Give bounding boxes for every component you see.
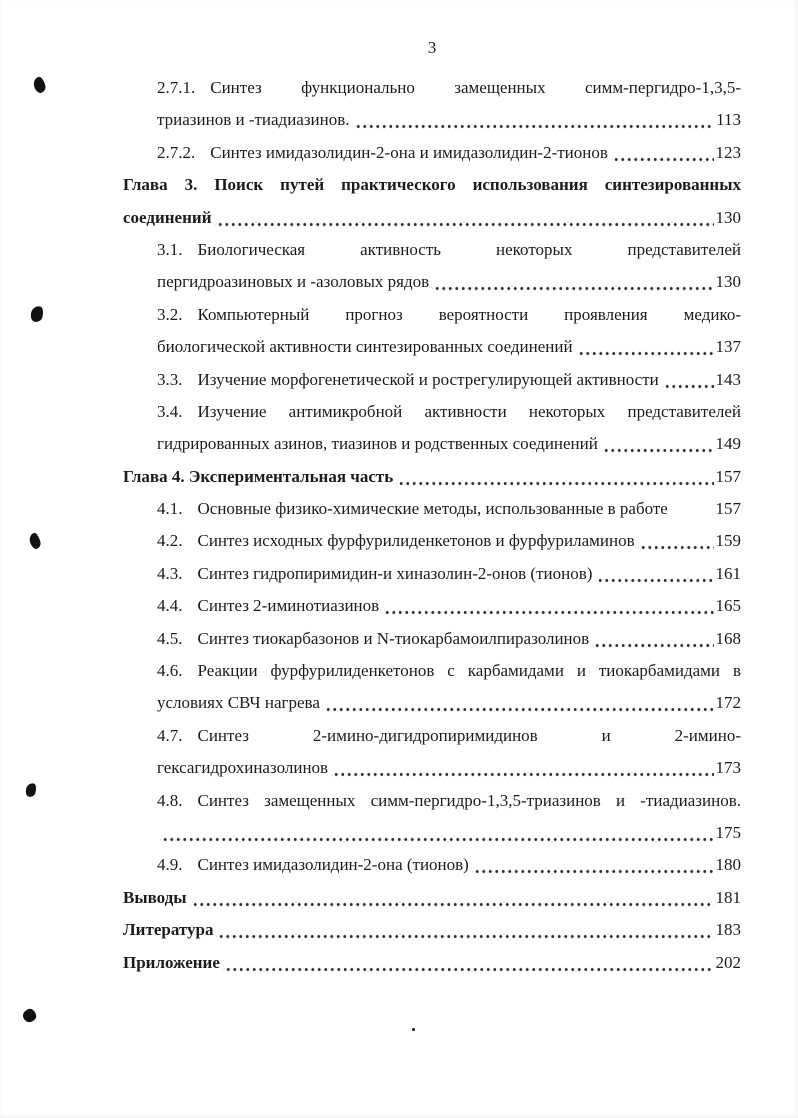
toc-entry-title: Основные физико-химические методы, использованные в работе [197, 499, 668, 519]
toc-entry [123, 623, 741, 655]
toc-entry-title: Синтез имидазолидин-2-она (тионов) [197, 855, 469, 875]
page-number: 143 [715, 369, 741, 389]
toc-entry-title: Глава 4. Экспериментальная часть [123, 466, 394, 486]
toc-line [157, 590, 741, 622]
toc-entry-title: Изучение морфогенетической и рострегулирующей активности [197, 369, 659, 389]
toc-line [157, 331, 741, 363]
page-number: 157 [715, 499, 741, 519]
ink-mark [22, 1008, 38, 1024]
toc-entry [123, 655, 741, 720]
toc-entry [123, 493, 741, 525]
toc-entry [123, 396, 741, 461]
toc-entry [123, 914, 741, 946]
toc-line [157, 364, 741, 396]
section-number: 3.2. [157, 304, 183, 324]
toc-line [157, 849, 741, 881]
toc-entry-title: Приложение [123, 952, 220, 972]
toc-entry-title: Синтез имидазолидин-2-она и имидазолидин-2-тионов [210, 142, 608, 162]
dot-leader [592, 623, 713, 655]
toc-entry-title: условиях СВЧ нагрева [157, 693, 320, 713]
section-number: 4.6. [157, 661, 183, 681]
toc-entry [123, 169, 741, 234]
toc-line [157, 266, 741, 298]
toc-entry-title: Синтез функционально замещенных симм-пергидро-1,3,5- [210, 78, 741, 97]
toc-entry-title: соединений [123, 207, 212, 227]
page-header-number: 3 [427, 38, 437, 57]
toc-line [157, 785, 741, 817]
section-number: 4.2. [157, 531, 183, 551]
page-number: 130 [715, 207, 741, 227]
toc-entry-title: Глава 3. Поиск путей практического использования синтезированных [123, 175, 741, 195]
section-number: 4.3. [157, 563, 183, 583]
toc-entry [123, 364, 741, 396]
section-number: 3.4. [157, 401, 183, 421]
page-number: 165 [715, 596, 741, 616]
dot-leader [662, 364, 714, 396]
toc-line [123, 947, 741, 979]
toc-entry-title: пергидроазиновых и -азоловых рядов [157, 272, 430, 292]
toc-entry-title: Синтез 2-имино-дигидропиримидинов и 2-имино- [197, 725, 741, 745]
dot-leader [160, 817, 714, 849]
dot-leader [190, 882, 714, 914]
page-number: 181 [715, 887, 741, 907]
section-number: 2.7.2. [157, 142, 196, 162]
toc-entry [123, 882, 741, 914]
toc-entry [123, 590, 741, 622]
toc-entry-title: Литература [123, 920, 214, 940]
page-number: 149 [715, 434, 741, 454]
dot-leader [331, 752, 713, 784]
dot-leader [576, 331, 714, 363]
toc-line [123, 914, 741, 946]
toc-entry [123, 849, 741, 881]
page-number: 175 [715, 822, 741, 842]
dot-leader [432, 266, 713, 298]
toc-line [157, 299, 741, 331]
page-number: 113 [716, 110, 741, 130]
dot-leader [216, 914, 713, 946]
dot-leader [611, 137, 714, 169]
dot-leader [601, 428, 714, 460]
section-number: 4.7. [157, 725, 183, 745]
toc-line [157, 493, 741, 525]
toc-line [157, 137, 741, 169]
page-number: 157 [715, 466, 741, 486]
ink-mark [28, 532, 42, 550]
dot-leader [638, 525, 714, 557]
dot-leader [223, 947, 714, 979]
section-number: 4.5. [157, 628, 183, 648]
toc-entry-title: Синтез гидропиримидин-и хиназолин-2-онов (тионов) [197, 563, 593, 583]
section-number: 4.1. [157, 499, 183, 519]
ink-mark [412, 1028, 416, 1032]
section-number: 4.4. [157, 596, 183, 616]
page-number: 173 [715, 758, 741, 778]
page-number: 180 [715, 855, 741, 875]
page-number: 172 [715, 693, 741, 713]
toc-entry-title: гидрированных азинов, тиазинов и родственных соединений [157, 434, 598, 454]
toc-entry-title: Синтез тиокарбазонов и N-тиокарбамоилпиразолинов [197, 628, 590, 648]
toc-entry-title: гексагидрохиназолинов [157, 758, 329, 778]
page-number: 183 [715, 920, 741, 940]
page-number: 130 [715, 272, 741, 292]
toc-entry [123, 558, 741, 590]
toc-line [157, 752, 741, 784]
table-of-contents-page [123, 36, 741, 979]
toc-line [157, 687, 741, 719]
toc-line [157, 72, 741, 104]
toc-line [157, 720, 741, 752]
section-number: 4.9. [157, 855, 183, 875]
dot-leader [353, 104, 715, 136]
section-number: 4.8. [157, 790, 183, 810]
toc-line [123, 202, 741, 234]
dot-leader [595, 558, 713, 590]
section-number: 3.3. [157, 369, 183, 389]
dot-leader [396, 461, 713, 493]
toc-entry [123, 72, 741, 137]
ink-mark [32, 76, 47, 94]
ink-mark [29, 305, 45, 324]
toc-line [157, 396, 741, 428]
toc-line [157, 525, 741, 557]
toc-entry [123, 720, 741, 785]
toc-line [157, 817, 741, 849]
toc-line [157, 234, 741, 266]
page-number: 159 [715, 531, 741, 551]
dot-leader [215, 202, 714, 234]
toc-entry-title: Компьютерный прогноз вероятности проявления медико- [197, 304, 741, 324]
dot-leader [472, 849, 714, 881]
toc-entry [123, 947, 741, 979]
toc-entry-title: Выводы [123, 887, 187, 907]
page-number: 202 [715, 952, 741, 972]
section-number: 2.7.1. [157, 78, 196, 97]
toc-entry [123, 299, 741, 364]
page-number: 161 [715, 563, 741, 583]
toc-entry [123, 461, 741, 493]
toc-entry-title: Синтез замещенных симм-пергидро-1,3,5-триазинов и -тиадиазинов. [197, 790, 741, 810]
table-of-contents [123, 72, 741, 979]
page-number: 137 [715, 337, 741, 357]
page-number: 123 [715, 142, 741, 162]
toc-line [157, 104, 741, 136]
toc-entry-title: Синтез 2-иминотиазинов [197, 596, 380, 616]
toc-entry [123, 525, 741, 557]
dot-leader [671, 493, 714, 525]
toc-entry [123, 785, 741, 850]
toc-line [123, 461, 741, 493]
toc-line [123, 882, 741, 914]
toc-line [157, 655, 741, 687]
toc-entry-title: биологической активности синтезированных соединений [157, 337, 573, 357]
toc-entry-title: триазинов и -тиадиазинов. [157, 110, 350, 130]
ink-mark [24, 782, 37, 798]
toc-entry-title: Синтез исходных фурфурилиденкетонов и фурфуриламинов [197, 531, 635, 551]
dot-leader [382, 590, 713, 622]
section-number: 3.1. [157, 239, 183, 259]
toc-entry [123, 137, 741, 169]
toc-entry-title: Изучение антимикробной активности некоторых представителей [197, 401, 741, 421]
toc-entry [123, 234, 741, 299]
page-number: 168 [715, 628, 741, 648]
toc-line [157, 558, 741, 590]
toc-line [157, 623, 741, 655]
toc-line [123, 169, 741, 201]
dot-leader [323, 687, 714, 719]
toc-entry-title: Реакции фурфурилиденкетонов с карбамидами и тиокарбамидами в [197, 661, 741, 681]
toc-entry-title: Биологическая активность некоторых представителей [197, 239, 741, 259]
toc-line [157, 428, 741, 460]
